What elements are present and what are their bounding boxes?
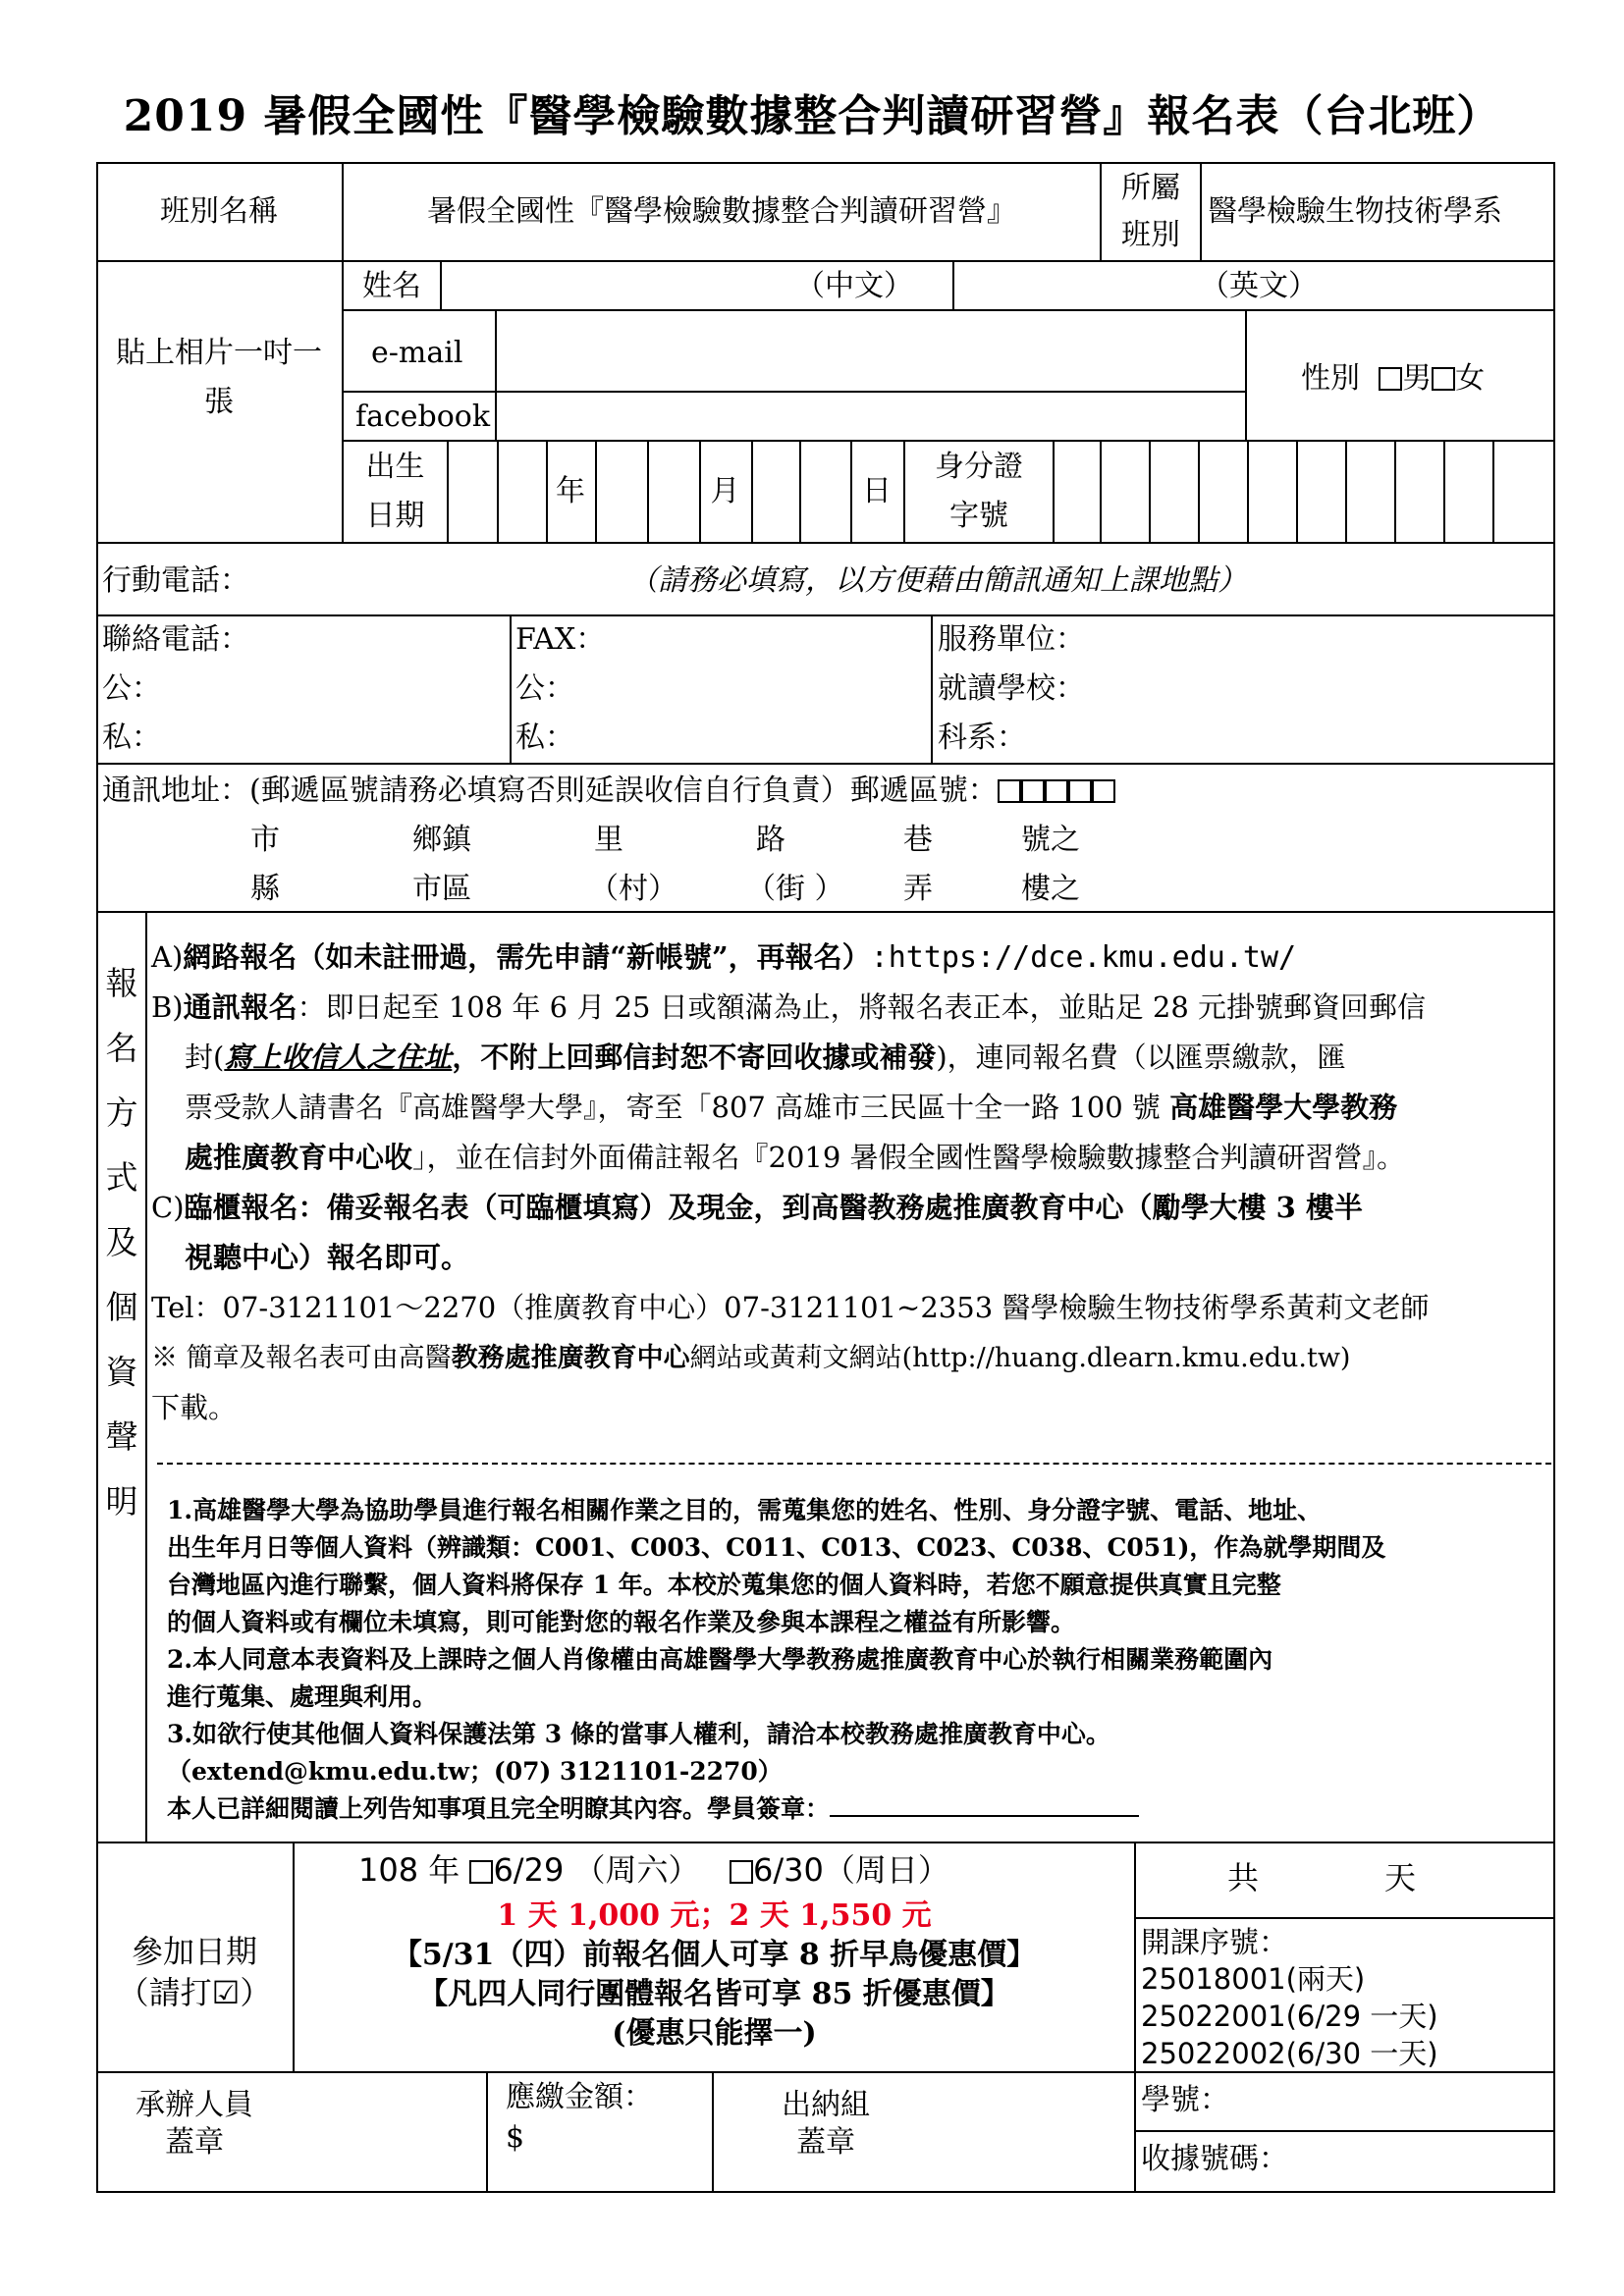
- side-label-char: 聲: [105, 1417, 138, 1456]
- course-number-3: 25022002(6/30 一天): [1141, 2037, 1438, 2070]
- birth-label-line1: 出生: [365, 450, 425, 484]
- course-number-1: 25018001(兩天): [1141, 1962, 1366, 1996]
- address-city: 市: [250, 823, 280, 857]
- privacy-line: 進行蒐集、處理與利用。: [167, 1682, 438, 1711]
- handler-label-2: 蓋章: [165, 2125, 224, 2160]
- side-label: [102, 964, 141, 1550]
- divider: [486, 2071, 488, 2193]
- divider: [1100, 440, 1102, 542]
- side-label-char: 個: [105, 1288, 138, 1326]
- gender-label: 性別: [1301, 361, 1360, 396]
- address-county: 縣: [250, 872, 280, 906]
- divider: [1394, 440, 1396, 542]
- amount-label: 應繳金額：: [506, 2080, 653, 2114]
- female-checkbox[interactable]: [1432, 367, 1455, 391]
- divider: [96, 614, 1555, 616]
- address-street: （街 ）: [746, 872, 844, 906]
- address-village-alt: （村）: [589, 872, 677, 906]
- method-a-url[interactable]: :https://dce.kmu.edu.tw/: [870, 940, 1297, 975]
- method-b-line3: 票受款人請書名『高雄醫學大學』，寄至「807 高雄市三民區十全一路 100 號 高雄醫學大學教務: [185, 1091, 1398, 1124]
- school-label: 就讀學校：: [938, 671, 1085, 706]
- name-chinese-field[interactable]: （中文）: [795, 269, 913, 303]
- divider: [751, 440, 753, 542]
- divider: [447, 440, 449, 542]
- address-village: 里: [594, 823, 623, 857]
- fax-home-label: 私：: [515, 721, 574, 755]
- photo-placeholder-line1: 貼上相片一吋一: [116, 336, 322, 370]
- divider: [1296, 440, 1298, 542]
- attend-price: 1 天 1,000 元；2 天 1,550 元: [497, 1898, 932, 1933]
- divider: [595, 440, 597, 542]
- divider: [1247, 440, 1249, 542]
- address-town: 鄉鎮: [412, 823, 471, 857]
- cashier-label-1: 出納組: [782, 2088, 870, 2122]
- male-checkbox[interactable]: [1379, 367, 1402, 391]
- divider: [1492, 440, 1494, 542]
- gender-field: [1301, 359, 1485, 398]
- privacy-line: 3.如欲行使其他個人資料保護法第 3 條的當事人權利，請洽本校教務處推廣教育中心。: [167, 1720, 1110, 1748]
- zip-box[interactable]: [1092, 779, 1115, 803]
- divider: [145, 911, 147, 1842]
- zip-box[interactable]: [998, 779, 1021, 803]
- tel-line: Tel：07-3121101～2270（推廣教育中心）07-3121101~2353 醫學檢驗生物技術學系黃莉文老師: [151, 1291, 1430, 1324]
- address-alley: 弄: [903, 872, 933, 906]
- amount-currency: $: [506, 2120, 525, 2155]
- divider: [1134, 1842, 1136, 2193]
- phone-home-label: 私：: [102, 721, 161, 755]
- divider: [1053, 440, 1055, 542]
- group-discount-note: 【凡四人同行團體報名皆可享 85 折優惠價】: [418, 1977, 1010, 2011]
- method-a-text: 網路報名（如未註冊過，需先申請“新帳號”，再報名）: [183, 940, 871, 974]
- registration-methods: [151, 933, 1429, 1433]
- divider: [1134, 1917, 1555, 1919]
- address-label: [102, 772, 1115, 810]
- student-number-label: 學號：: [1141, 2083, 1229, 2117]
- side-label-char: 及: [105, 1223, 138, 1261]
- attend-label-line2: （請打☑）: [117, 1974, 272, 2011]
- photo-placeholder-line2: 張: [204, 385, 234, 419]
- website-note-end: 下載。: [151, 1391, 238, 1424]
- email-label: e-mail: [371, 336, 463, 370]
- divider: [1245, 309, 1247, 440]
- divider: [1149, 440, 1151, 542]
- total-days-label-1: 共: [1227, 1859, 1260, 1896]
- org-label: 服務單位：: [938, 622, 1085, 657]
- male-label: 男: [1402, 361, 1433, 396]
- divider: [96, 1842, 1555, 1843]
- name-label: 姓名: [362, 269, 421, 303]
- attend-label-line1: 參加日期: [131, 1933, 257, 1970]
- address-lane: 巷: [903, 823, 933, 857]
- privacy-line: 出生年月日等個人資料（辨識類：C001、C003、C011、C013、C023、C038、C051)，作為就學期間及: [167, 1533, 1386, 1562]
- method-c-line2: 視聽中心）報名即可。: [185, 1241, 470, 1274]
- divider: [342, 440, 1555, 442]
- female-label: 女: [1455, 361, 1486, 396]
- facebook-field[interactable]: [497, 393, 1245, 439]
- divider: [1443, 440, 1445, 542]
- divider: [440, 260, 442, 309]
- side-label-char: 名: [105, 1029, 138, 1067]
- id-label-line1: 身分證: [935, 450, 1023, 484]
- dept-label-line1: 所屬: [1121, 171, 1180, 205]
- method-a: A)網路報名（如未註冊過，需先申請“新帳號”，再報名）:https://dce.kmu.edu.tw/: [151, 940, 1297, 975]
- side-label-char: 資: [105, 1353, 138, 1391]
- receipt-number-label: 收據號碼：: [1141, 2142, 1288, 2176]
- mobile-label: 行動電話：: [102, 563, 249, 598]
- signature-line: 本人已詳細閱讀上列告知事項且完全明瞭其內容。學員簽章：: [167, 1790, 1385, 1828]
- side-label-char: 明: [105, 1482, 138, 1521]
- divider: [96, 911, 1555, 913]
- dept-label-line2: 班別: [1121, 218, 1180, 252]
- phone-office-label: 公：: [102, 671, 161, 706]
- discount-only-note: (優惠只能擇一): [612, 2016, 817, 2051]
- mobile-field[interactable]: [275, 546, 609, 611]
- date-0629-label: 6/29 （周六）: [493, 1851, 700, 1889]
- mobile-note: （請務必填寫，以方便藉由簡訊通知上課地點）: [628, 563, 1247, 598]
- privacy-line: 2.本人同意本表資料及上課時之個人肖像權由高雄醫學大學教務處推廣教育中心於執行相關業務範圍內: [167, 1645, 1273, 1674]
- course-number-2: 25022001(6/29 一天): [1141, 2000, 1438, 2033]
- handler-label-1: 承辦人員: [135, 2088, 253, 2122]
- address-district: 市區: [412, 872, 471, 906]
- attend-year: 108 年: [358, 1851, 460, 1889]
- divider: [1345, 440, 1347, 542]
- address-label-text: 通訊地址：(郵遞區號請務必填寫否則延誤收信自行負責）郵遞區號：: [102, 774, 998, 808]
- address-road: 路: [756, 823, 785, 857]
- id-label-line2: 字號: [949, 499, 1008, 533]
- side-label-char: 方: [105, 1094, 138, 1132]
- course-number-label: 開課序號：: [1141, 1926, 1288, 1960]
- privacy-line: 的個人資料或有欄位未填寫，則可能對您的報名作業及參與本課程之權益有所影響。: [167, 1608, 1076, 1636]
- class-name-value: 暑假全國性『醫學檢驗數據整合判讀研習營』: [427, 194, 1016, 229]
- website-note: ※ 簡章及報名表可由高醫教務處推廣教育中心網站或黃莉文網站(http://huang.dlearn.kmu.edu.tw): [151, 1343, 1351, 1373]
- privacy-line: 台灣地區內進行聯繫，個人資料將保存 1 年。本校於蒐集您的個人資料時，若您不願意提供真實且完整: [167, 1571, 1281, 1599]
- date-0630-label: 6/30（周日）: [753, 1851, 949, 1889]
- attend-dates: [358, 1850, 949, 1892]
- privacy-line: 1.高雄醫學大學為協助學員進行報名相關作業之目的，需蒐集您的姓名、性別、身分證字號、電話、地址、: [167, 1496, 1323, 1524]
- method-b-line2: 封(寫上收信人之住址，不附上回郵信封恕不寄回收據或補發)，連同報名費（以匯票繳款，匯: [185, 1041, 1346, 1074]
- signature-field[interactable]: [830, 1793, 1139, 1817]
- class-name-label: 班別名稱: [160, 194, 278, 229]
- month-label: 月: [710, 474, 740, 508]
- address-floor: 樓之: [1021, 872, 1080, 906]
- divider: [1198, 440, 1200, 542]
- year-label: 年: [556, 474, 585, 508]
- divider: [1200, 162, 1202, 260]
- divider: [931, 614, 933, 763]
- dashed-separator: [157, 1463, 1551, 1465]
- side-label-char: 式: [105, 1158, 138, 1197]
- early-bird-note: 【5/31（四）前報名個人可享 8 折早鳥優惠價】: [392, 1938, 1037, 1972]
- divider: [96, 542, 1555, 544]
- method-c-line1: C)臨櫃報名：備妥報名表（可臨櫃填寫）及現金，到高醫教務處推廣教育中心（勵學大樓 3 樓半: [151, 1191, 1363, 1224]
- zip-box[interactable]: [1068, 779, 1092, 803]
- privacy-statement: [167, 1492, 1385, 1828]
- divider: [1134, 2130, 1555, 2132]
- method-b-line4: 處推廣教育中心收」，並在信封外面備註報名『2019 暑假全國性醫學檢驗數據整合判讀研習營』。: [185, 1141, 1406, 1174]
- birth-label-line2: 日期: [365, 499, 425, 533]
- email-field[interactable]: [497, 311, 1245, 390]
- fax-office-label: 公：: [515, 671, 574, 706]
- name-english-field[interactable]: （英文）: [1200, 269, 1318, 303]
- facebook-label: facebook: [355, 400, 491, 434]
- method-b-line1: B)通訊報名：即日起至 108 年 6 月 25 日或額滿為止，將報名表正本，並貼足 28 元掛號郵資回郵信: [151, 990, 1426, 1024]
- cashier-label-2: 蓋章: [796, 2125, 855, 2160]
- divider: [497, 440, 499, 542]
- fax-label: FAX：: [515, 622, 606, 657]
- divider: [96, 763, 1555, 765]
- divider: [510, 614, 512, 763]
- total-days-label-2: 天: [1384, 1859, 1417, 1896]
- zip-box[interactable]: [1021, 779, 1045, 803]
- dept-label: 科系：: [938, 721, 1026, 755]
- dept-value: 醫學檢驗生物技術學系: [1208, 194, 1502, 229]
- divider: [647, 440, 649, 542]
- date-0630-checkbox[interactable]: [730, 1860, 753, 1884]
- divider: [96, 260, 1555, 262]
- page-title: 2019 暑假全國性『醫學檢驗數據整合判讀研習營』報名表（台北班）: [123, 91, 1501, 141]
- side-label-char: 報: [105, 964, 138, 1002]
- day-label: 日: [862, 474, 892, 508]
- divider: [952, 260, 954, 309]
- divider: [799, 440, 801, 542]
- address-number: 號之: [1021, 823, 1080, 857]
- privacy-line: （extend@kmu.edu.tw；(07) 3121101-2270）: [167, 1757, 783, 1786]
- zip-box[interactable]: [1045, 779, 1068, 803]
- date-0629-checkbox[interactable]: [469, 1860, 493, 1884]
- phone-label: 聯絡電話：: [102, 622, 249, 657]
